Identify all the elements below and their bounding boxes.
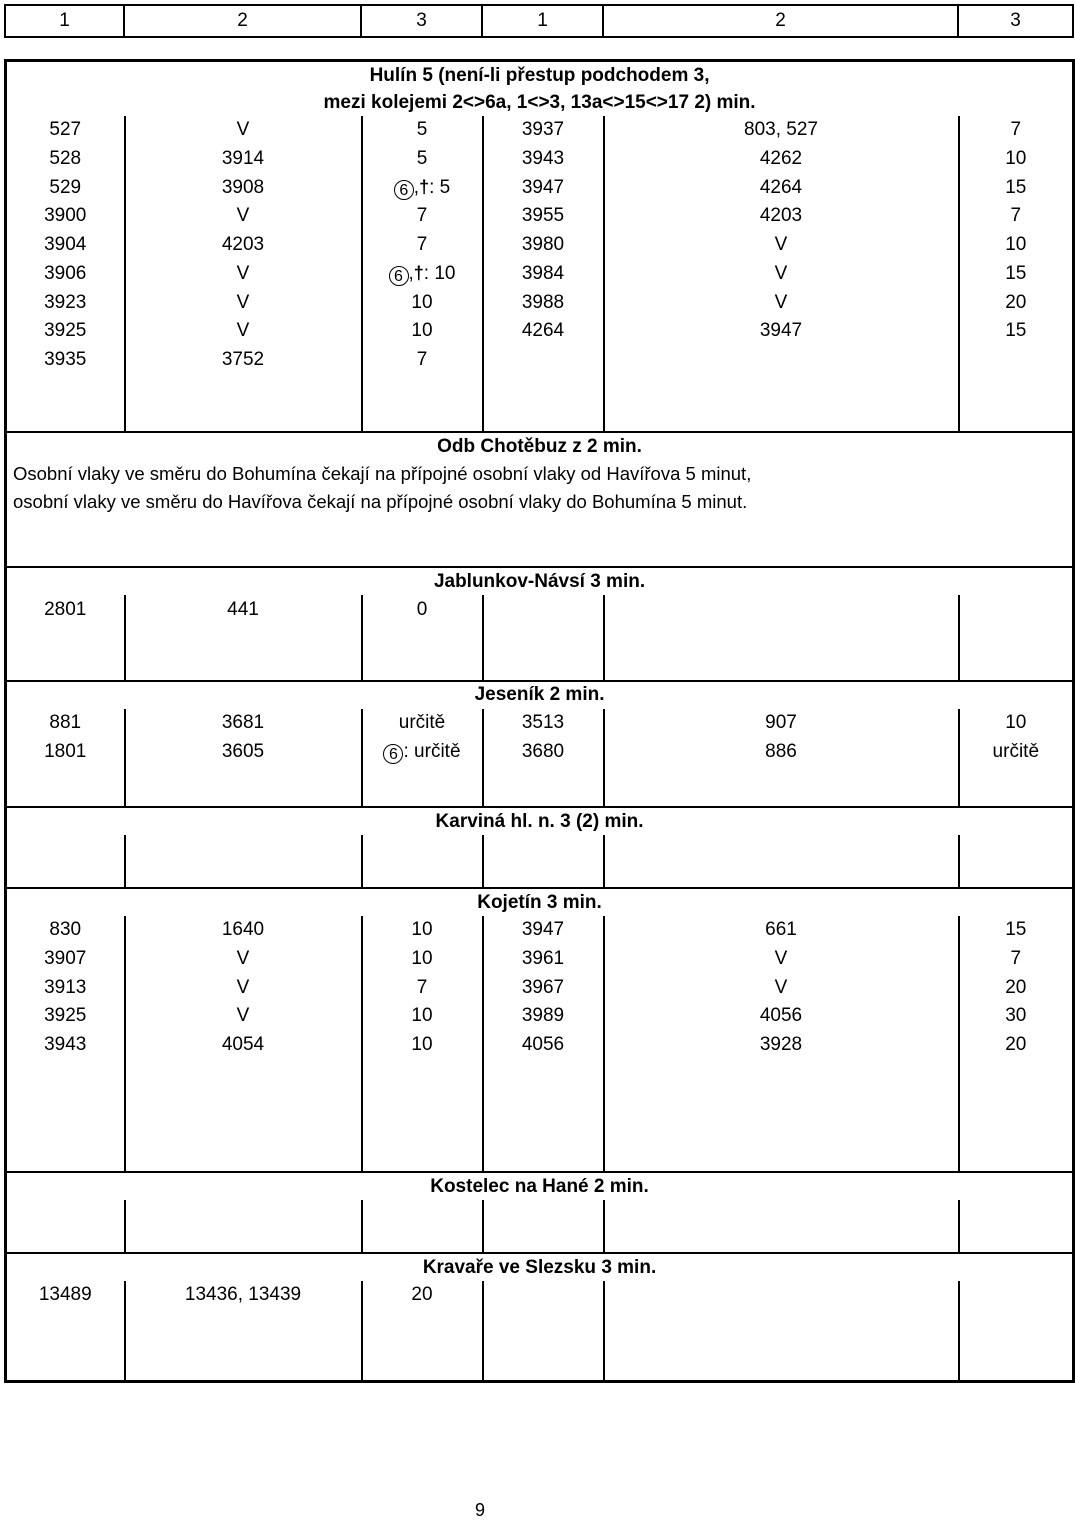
connections-table <box>4 59 1075 1383</box>
cross-icon: † <box>413 263 424 284</box>
column-header-row <box>5 5 1073 37</box>
circled-six-icon: 6 <box>383 744 403 764</box>
cell: 803, 527 <box>604 116 959 145</box>
cell: 3908 <box>125 173 362 202</box>
cell: 20 <box>362 1281 483 1310</box>
cell: 3984 <box>483 259 604 288</box>
cell <box>483 346 604 375</box>
cross-icon: † <box>419 177 430 198</box>
cell: 527 <box>49 119 82 141</box>
col-header: 3 <box>361 5 482 37</box>
section-title-hulin: Hulín 5 (není-li přestup podchodem 3, <box>369 64 710 86</box>
section-title-chotebuz: Odb Chotěbuz z 2 min. <box>6 432 1074 460</box>
cell: 830 <box>49 919 82 941</box>
cell: 528 <box>49 147 82 169</box>
cell: V <box>604 288 959 317</box>
table-row <box>6 202 1074 231</box>
cell: 4056 <box>483 1031 604 1060</box>
table-row <box>6 231 1074 260</box>
cell: 15 <box>959 259 1074 288</box>
table-row <box>6 973 1074 1002</box>
cell: 4203 <box>604 202 959 231</box>
cell: V <box>125 317 362 346</box>
table-row <box>6 1281 1074 1310</box>
cell-symbol: 6 : určitě <box>362 738 483 767</box>
cell: V <box>125 116 362 145</box>
cell: 4056 <box>604 1002 959 1031</box>
cell: 3923 <box>44 291 87 313</box>
col-header: 1 <box>482 5 603 37</box>
table-row <box>6 288 1074 317</box>
section-title-karvina: Karviná hl. n. 3 (2) min. <box>6 807 1074 835</box>
cell: 2801 <box>44 598 87 620</box>
table-row <box>6 145 1074 174</box>
cell: 3988 <box>483 288 604 317</box>
cell: 3681 <box>125 709 362 738</box>
cell: 10 <box>362 317 483 346</box>
cell: 3937 <box>483 116 604 145</box>
cell: 10 <box>362 288 483 317</box>
cell: 1801 <box>44 740 87 762</box>
cell: 10 <box>362 1002 483 1031</box>
cell: 10 <box>959 709 1074 738</box>
cell: 13436, 13439 <box>125 1281 362 1310</box>
cell: 4264 <box>604 173 959 202</box>
cell: 7 <box>959 202 1074 231</box>
cell: určitě <box>959 738 1074 767</box>
cell: 7 <box>362 346 483 375</box>
cell: 3900 <box>44 205 87 227</box>
cell: 4264 <box>483 317 604 346</box>
cell: 5 <box>362 145 483 174</box>
cell: 3913 <box>44 976 87 998</box>
column-header-table <box>4 4 1074 38</box>
note-line: Osobní vlaky ve směru do Bohumína čekají na přípojné osobní vlaky od Havířova 5 minut, <box>13 463 752 485</box>
cell: V <box>125 973 362 1002</box>
table-row <box>6 945 1074 974</box>
cell: 7 <box>362 973 483 1002</box>
page-number: 9 <box>474 1500 485 1520</box>
cell: určitě <box>362 709 483 738</box>
cell: 20 <box>959 1031 1074 1060</box>
table-row <box>6 738 1074 767</box>
cell: 441 <box>125 595 362 624</box>
cell: 4262 <box>604 145 959 174</box>
cell: 529 <box>49 176 82 198</box>
cell: 20 <box>959 288 1074 317</box>
cell: 3947 <box>604 317 959 346</box>
cell-value: určitě <box>414 740 461 762</box>
cell: 3961 <box>483 945 604 974</box>
table-row <box>6 346 1074 375</box>
cell <box>604 346 959 375</box>
cell: 3980 <box>483 231 604 260</box>
cell: 3513 <box>483 709 604 738</box>
cell: 3955 <box>483 202 604 231</box>
cell: 0 <box>362 595 483 624</box>
cell: 3925 <box>44 320 87 342</box>
cell: 15 <box>959 916 1074 945</box>
cell: V <box>604 945 959 974</box>
cell: 3935 <box>44 348 87 370</box>
note-line: osobní vlaky ve směru do Havířova čekají na přípojné osobní vlaky do Bohumína 5 minut. <box>13 491 748 513</box>
section-title-jablunkov: Jablunkov-Návsí 3 min. <box>6 567 1074 595</box>
cell: 7 <box>959 945 1074 974</box>
table-row <box>6 1031 1074 1060</box>
cell: 3947 <box>483 916 604 945</box>
cell: V <box>604 973 959 1002</box>
cell: 1640 <box>125 916 362 945</box>
cell: 3907 <box>44 948 87 970</box>
cell: 3947 <box>483 173 604 202</box>
table-row <box>6 173 1074 202</box>
cell: 886 <box>604 738 959 767</box>
cell: V <box>125 288 362 317</box>
table-row <box>6 709 1074 738</box>
cell: V <box>604 259 959 288</box>
section-subtitle-hulin: mezi kolejemi 2<>6a, 1<>3, 13a<>15<>17 2) min. <box>323 91 756 113</box>
cell: 5 <box>362 116 483 145</box>
cell: 10 <box>362 1031 483 1060</box>
col-header: 1 <box>59 10 70 31</box>
section-title-jesenik: Jeseník 2 min. <box>6 681 1074 709</box>
cell: 10 <box>362 916 483 945</box>
cell: 7 <box>362 231 483 260</box>
cell: 10 <box>362 945 483 974</box>
cell: 7 <box>959 116 1074 145</box>
cell: V <box>125 1002 362 1031</box>
cell: 3943 <box>483 145 604 174</box>
cell: 3943 <box>44 1033 87 1055</box>
col-header: 2 <box>603 5 958 37</box>
cell: 20 <box>959 973 1074 1002</box>
table-row <box>6 116 1074 145</box>
cell: V <box>604 231 959 260</box>
cell-symbol: 6 ,†: 10 <box>362 259 483 288</box>
circled-six-icon: 6 <box>394 180 414 200</box>
cell: 3989 <box>483 1002 604 1031</box>
cell: 3914 <box>125 145 362 174</box>
col-header: 3 <box>958 5 1073 37</box>
cell: 3928 <box>604 1031 959 1060</box>
table-row <box>6 317 1074 346</box>
col-header: 2 <box>124 5 361 37</box>
cell: 661 <box>604 916 959 945</box>
cell: 15 <box>959 173 1074 202</box>
section-title-kojetin: Kojetín 3 min. <box>6 888 1074 916</box>
cell: 4203 <box>125 231 362 260</box>
cell-value: 5 <box>439 177 451 199</box>
cell: 3680 <box>483 738 604 767</box>
cell: 881 <box>49 712 82 734</box>
section-title-kravare: Kravaře ve Slezsku 3 min. <box>6 1253 1074 1281</box>
cell: 15 <box>959 317 1074 346</box>
cell: 3925 <box>44 1005 87 1027</box>
cell <box>959 346 1074 375</box>
cell: V <box>125 945 362 974</box>
cell: 3752 <box>125 346 362 375</box>
circled-six-icon: 6 <box>389 266 409 286</box>
section-title-kostelec: Kostelec na Hané 2 min. <box>6 1172 1074 1200</box>
cell: 3904 <box>44 234 87 256</box>
cell: 907 <box>604 709 959 738</box>
cell: 7 <box>362 202 483 231</box>
cell: 13489 <box>38 1284 92 1306</box>
cell-value: 10 <box>434 263 456 285</box>
table-row <box>6 595 1074 624</box>
cell: V <box>125 259 362 288</box>
cell: V <box>125 202 362 231</box>
cell: 3605 <box>125 738 362 767</box>
cell: 30 <box>959 1002 1074 1031</box>
cell: 3906 <box>44 262 87 284</box>
table-row <box>6 259 1074 288</box>
cell: 4054 <box>125 1031 362 1060</box>
table-row <box>6 1002 1074 1031</box>
cell: 10 <box>959 145 1074 174</box>
cell: 10 <box>959 231 1074 260</box>
cell-symbol: 6 ,†: 5 <box>362 173 483 202</box>
table-row <box>6 916 1074 945</box>
cell: 3967 <box>483 973 604 1002</box>
